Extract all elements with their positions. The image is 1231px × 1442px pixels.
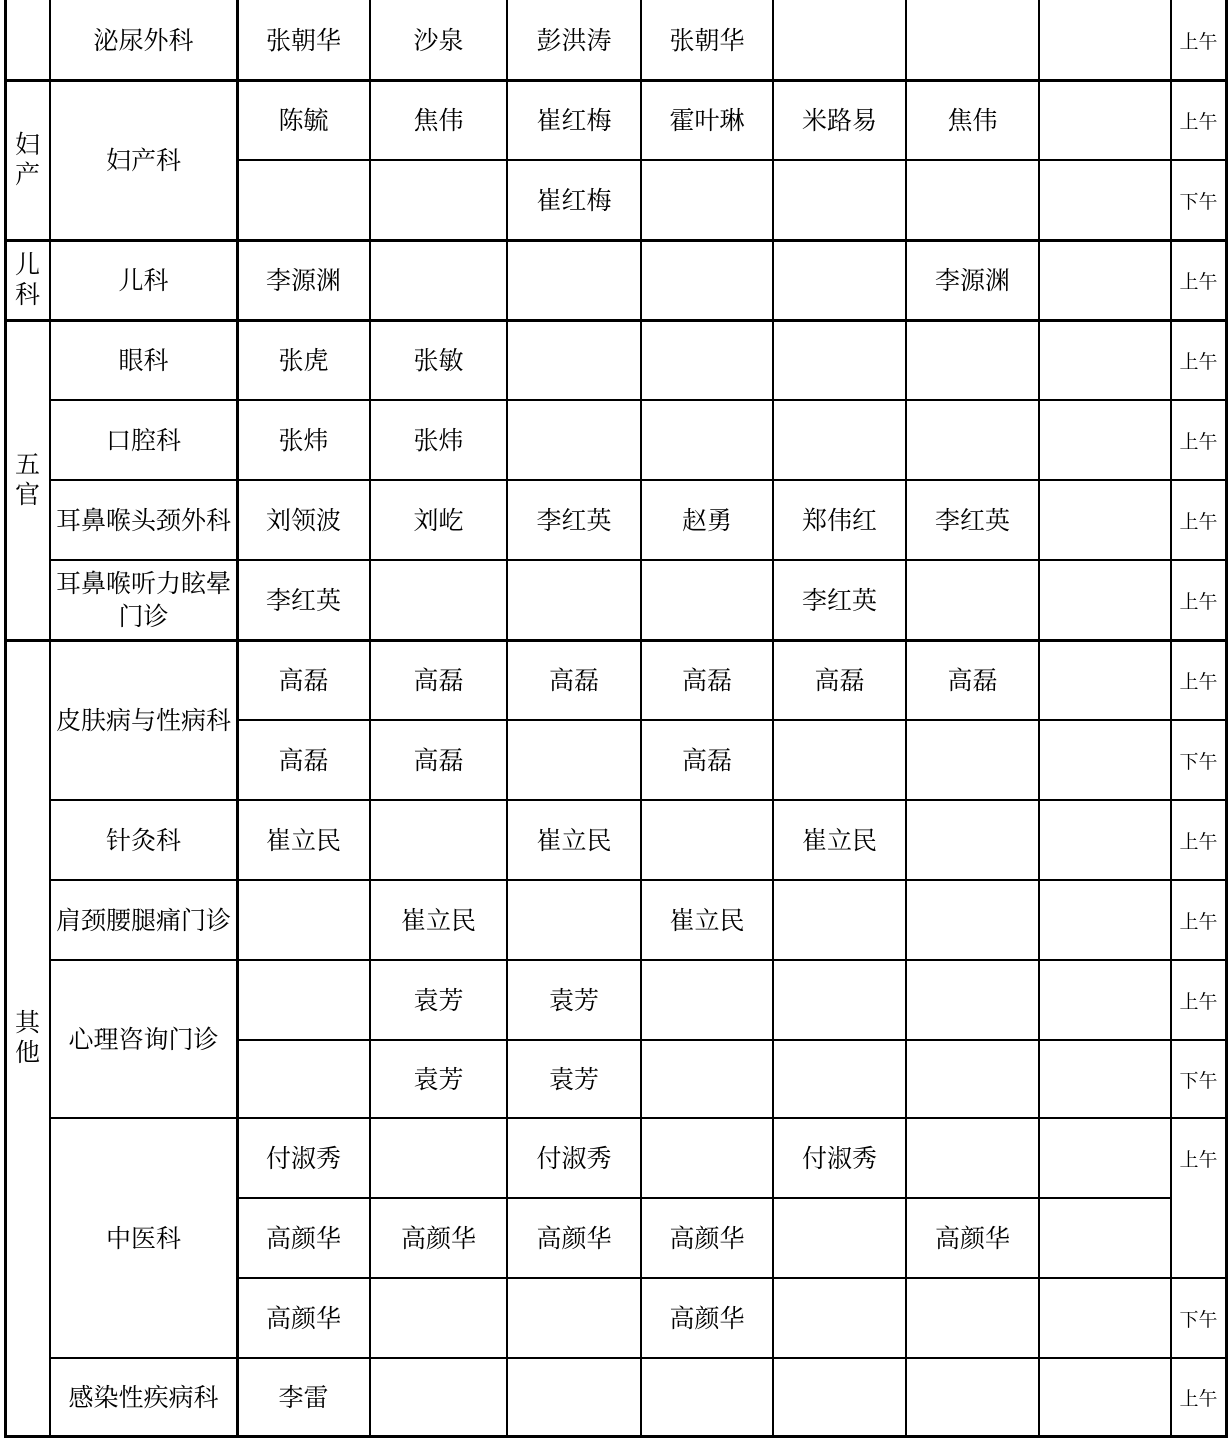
doctor-cell xyxy=(641,240,773,320)
doctor-cell xyxy=(1039,560,1171,640)
grid-line xyxy=(640,0,642,1436)
doctor-cell xyxy=(773,320,906,400)
department-name: 口腔科 xyxy=(105,425,181,455)
doctor-cell: 米路易 xyxy=(801,105,877,135)
doctor-cell xyxy=(237,960,370,1040)
doctor-cell: 高颜华 xyxy=(265,1303,341,1333)
doctor-cell xyxy=(906,560,1039,640)
doctor-cell: 赵勇 xyxy=(681,505,732,535)
doctor-cell xyxy=(237,880,370,960)
grid-line xyxy=(4,79,1228,82)
department-name: 耳鼻喉听力眩晕门诊 xyxy=(56,569,232,631)
grid-line xyxy=(236,719,1227,721)
doctor-cell xyxy=(1039,640,1171,720)
doctor-cell xyxy=(1039,240,1171,320)
period-label: 下午 xyxy=(1179,750,1218,773)
doctor-cell: 崔红梅 xyxy=(536,105,612,135)
period-label: 下午 xyxy=(1179,190,1218,213)
doctor-cell xyxy=(906,0,1039,80)
doctor-cell: 李红英 xyxy=(536,505,612,535)
doctor-cell: 张炜 xyxy=(278,425,329,455)
period-label: 下午 xyxy=(1179,1308,1218,1331)
period-label: 上午 xyxy=(1179,30,1218,53)
doctor-cell: 崔红梅 xyxy=(536,185,612,215)
doctor-cell: 张敏 xyxy=(413,345,464,375)
doctor-cell xyxy=(1039,80,1171,160)
doctor-cell xyxy=(906,160,1039,240)
doctor-cell: 李源渊 xyxy=(934,265,1010,295)
grid-line xyxy=(236,0,239,1436)
doctor-cell: 郑伟红 xyxy=(801,505,877,535)
doctor-cell xyxy=(773,720,906,800)
doctor-cell xyxy=(370,1358,507,1436)
department-name: 皮肤病与性病科 xyxy=(56,705,232,735)
doctor-cell xyxy=(507,720,641,800)
doctor-cell: 崔立民 xyxy=(536,825,612,855)
doctor-cell xyxy=(507,240,641,320)
grid-line xyxy=(4,239,1228,242)
doctor-cell xyxy=(1039,720,1171,800)
doctor-cell: 李红英 xyxy=(801,585,877,615)
doctor-cell xyxy=(1039,880,1171,960)
grid-line xyxy=(236,1197,1172,1199)
doctor-cell: 李红英 xyxy=(265,585,341,615)
doctor-cell xyxy=(773,880,906,960)
doctor-cell xyxy=(773,1198,906,1278)
doctor-cell xyxy=(641,1040,773,1118)
doctor-cell: 高颜华 xyxy=(669,1223,745,1253)
doctor-cell: 霍叶琳 xyxy=(669,105,745,135)
doctor-cell xyxy=(773,400,906,480)
doctor-cell xyxy=(237,1040,370,1118)
doctor-cell xyxy=(507,1278,641,1358)
doctor-cell: 高磊 xyxy=(681,665,732,695)
doctor-cell: 焦伟 xyxy=(413,105,464,135)
doctor-cell xyxy=(1039,1040,1171,1118)
doctor-cell xyxy=(641,160,773,240)
department-name: 妇产科 xyxy=(105,145,181,175)
doctor-cell xyxy=(370,1118,507,1198)
doctor-cell: 高磊 xyxy=(947,665,998,695)
category-label: 儿 科 xyxy=(14,250,40,309)
doctor-cell xyxy=(237,160,370,240)
doctor-cell xyxy=(906,320,1039,400)
grid-line xyxy=(772,0,774,1436)
doctor-cell xyxy=(906,720,1039,800)
grid-line xyxy=(4,639,1228,642)
doctor-cell xyxy=(370,160,507,240)
doctor-cell xyxy=(1039,480,1171,560)
doctor-cell: 焦伟 xyxy=(947,105,998,135)
doctor-cell: 崔立民 xyxy=(400,905,476,935)
doctor-cell: 张朝华 xyxy=(669,25,745,55)
grid-line xyxy=(49,559,1227,561)
period-label: 上午 xyxy=(1179,830,1218,853)
period-label: 上午 xyxy=(1179,110,1218,133)
doctor-cell: 沙泉 xyxy=(413,25,464,55)
doctor-cell xyxy=(1039,1278,1171,1358)
period-label: 上午 xyxy=(1179,510,1218,533)
period-label: 上午 xyxy=(1179,430,1218,453)
doctor-cell: 张朝华 xyxy=(265,25,341,55)
doctor-cell xyxy=(773,1040,906,1118)
doctor-cell: 高磊 xyxy=(413,665,464,695)
doctor-cell: 李红英 xyxy=(934,505,1010,535)
doctor-cell: 彭洪涛 xyxy=(536,25,612,55)
department-name: 肩颈腰腿痛门诊 xyxy=(56,905,232,935)
doctor-cell xyxy=(1039,0,1171,80)
doctor-cell xyxy=(1039,1198,1171,1278)
period-label: 上午 xyxy=(1179,990,1218,1013)
doctor-cell xyxy=(370,1278,507,1358)
category-label: 五 官 xyxy=(14,450,40,509)
grid-line xyxy=(49,479,1227,481)
department-name: 儿科 xyxy=(118,265,169,295)
doctor-cell xyxy=(507,1358,641,1436)
doctor-cell xyxy=(1039,960,1171,1040)
doctor-cell xyxy=(1039,320,1171,400)
grid-line xyxy=(49,0,51,1436)
period-label: 下午 xyxy=(1179,1069,1218,1092)
grid-line xyxy=(506,0,508,1436)
doctor-cell xyxy=(507,880,641,960)
doctor-cell: 刘屹 xyxy=(413,505,464,535)
doctor-cell xyxy=(507,560,641,640)
period-label: 上午 xyxy=(1179,910,1218,933)
doctor-cell: 张虎 xyxy=(278,345,329,375)
doctor-cell: 李雷 xyxy=(278,1382,329,1412)
doctor-cell: 付淑秀 xyxy=(801,1143,877,1173)
grid-line xyxy=(236,159,1227,161)
doctor-cell xyxy=(906,1040,1039,1118)
department-name: 针灸科 xyxy=(105,825,181,855)
doctor-cell xyxy=(906,400,1039,480)
grid-line xyxy=(236,1277,1227,1279)
doctor-cell: 高磊 xyxy=(278,665,329,695)
doctor-cell xyxy=(906,1358,1039,1436)
grid-line xyxy=(1225,0,1228,1436)
doctor-cell xyxy=(370,240,507,320)
doctor-cell xyxy=(507,400,641,480)
doctor-cell: 高磊 xyxy=(413,745,464,775)
doctor-cell: 高颜华 xyxy=(669,1303,745,1333)
doctor-cell: 付淑秀 xyxy=(265,1143,341,1173)
doctor-cell xyxy=(370,560,507,640)
doctor-cell: 崔立民 xyxy=(801,825,877,855)
doctor-cell xyxy=(906,800,1039,880)
doctor-cell: 高磊 xyxy=(814,665,865,695)
doctor-cell xyxy=(1039,800,1171,880)
doctor-cell: 高颜华 xyxy=(934,1223,1010,1253)
doctor-cell: 袁芳 xyxy=(548,985,599,1015)
department-name: 感染性疾病科 xyxy=(68,1382,219,1412)
doctor-cell: 袁芳 xyxy=(413,985,464,1015)
doctor-cell: 高磊 xyxy=(278,745,329,775)
category-label: 妇 产 xyxy=(14,130,40,189)
grid-line xyxy=(1038,0,1040,1436)
grid-line xyxy=(49,1357,1227,1359)
grid-line xyxy=(4,0,7,1436)
department-name: 眼科 xyxy=(118,345,169,375)
category-label: 其 他 xyxy=(14,1008,40,1067)
grid-line xyxy=(236,1039,1227,1041)
doctor-cell xyxy=(507,320,641,400)
doctor-cell xyxy=(641,1118,773,1198)
grid-line xyxy=(49,399,1227,401)
period-label: 上午 xyxy=(1179,590,1218,613)
doctor-cell: 崔立民 xyxy=(265,825,341,855)
doctor-cell xyxy=(906,960,1039,1040)
doctor-cell xyxy=(1039,1118,1171,1198)
doctor-cell xyxy=(773,960,906,1040)
period-label: 上午 xyxy=(1179,670,1218,693)
grid-line xyxy=(49,879,1227,881)
doctor-cell: 高颜华 xyxy=(400,1223,476,1253)
doctor-cell xyxy=(773,1278,906,1358)
department-name: 泌尿外科 xyxy=(93,25,194,55)
doctor-cell: 张炜 xyxy=(413,425,464,455)
doctor-cell xyxy=(641,800,773,880)
grid-line xyxy=(49,1117,1227,1119)
doctor-cell xyxy=(641,400,773,480)
department-name: 心理咨询门诊 xyxy=(68,1024,219,1054)
doctor-cell xyxy=(370,800,507,880)
doctor-cell xyxy=(1039,160,1171,240)
grid-line xyxy=(1170,0,1172,1436)
period-label: 上午 xyxy=(1179,1387,1218,1410)
department-name: 耳鼻喉头颈外科 xyxy=(56,505,232,535)
doctor-cell xyxy=(641,960,773,1040)
doctor-cell xyxy=(773,160,906,240)
doctor-cell: 付淑秀 xyxy=(536,1143,612,1173)
grid-line xyxy=(905,0,907,1436)
doctor-cell xyxy=(1039,1358,1171,1436)
grid-line xyxy=(49,799,1227,801)
grid-line xyxy=(369,0,371,1436)
doctor-cell xyxy=(641,320,773,400)
doctor-cell: 刘领波 xyxy=(265,505,341,535)
doctor-cell: 高磊 xyxy=(548,665,599,695)
doctor-cell xyxy=(1039,400,1171,480)
doctor-cell xyxy=(906,1118,1039,1198)
period-label: 上午 xyxy=(1179,350,1218,373)
grid-line xyxy=(49,959,1227,961)
department-name: 中医科 xyxy=(105,1223,181,1253)
doctor-cell: 袁芳 xyxy=(548,1064,599,1094)
doctor-cell: 高颜华 xyxy=(536,1223,612,1253)
period-label: 上午 xyxy=(1179,270,1218,293)
doctor-cell: 高磊 xyxy=(681,745,732,775)
grid-line xyxy=(4,319,1228,322)
doctor-cell xyxy=(641,560,773,640)
doctor-cell xyxy=(773,0,906,80)
doctor-cell: 袁芳 xyxy=(413,1064,464,1094)
doctor-cell xyxy=(641,1358,773,1436)
doctor-cell xyxy=(773,1358,906,1436)
doctor-cell xyxy=(906,880,1039,960)
doctor-cell: 李源渊 xyxy=(265,265,341,295)
doctor-cell: 高颜华 xyxy=(265,1223,341,1253)
doctor-cell xyxy=(906,1278,1039,1358)
doctor-cell: 陈毓 xyxy=(278,105,329,135)
grid-line xyxy=(4,1435,1228,1438)
period-label: 上午 xyxy=(1179,1148,1218,1171)
doctor-cell xyxy=(773,240,906,320)
doctor-cell: 崔立民 xyxy=(669,905,745,935)
